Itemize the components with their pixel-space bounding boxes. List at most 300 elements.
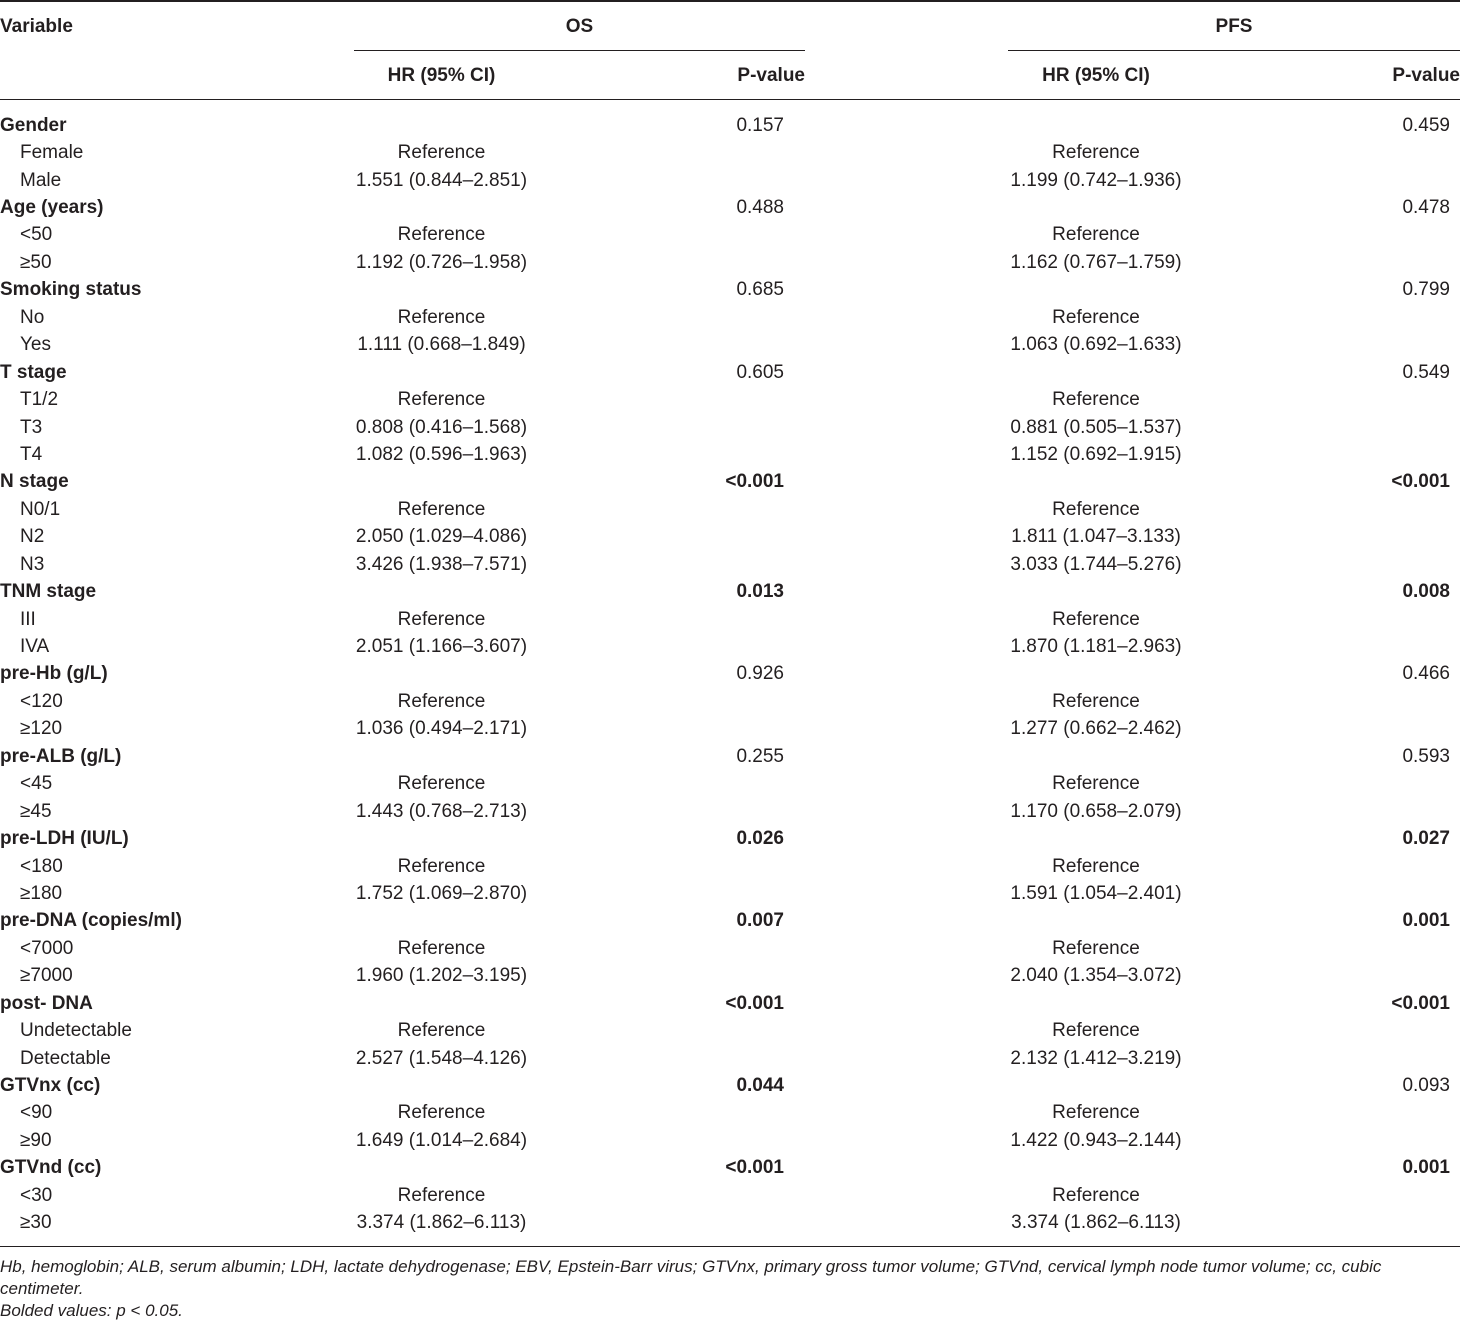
os-hr-cell <box>354 578 529 605</box>
table-row-variable <box>0 743 1460 770</box>
column-gap <box>794 771 1008 798</box>
row-label: pre-ALB (g/L) <box>0 745 122 767</box>
column-gap <box>794 194 1008 221</box>
os-pvalue-cell <box>529 441 794 468</box>
column-gap <box>794 1155 1008 1182</box>
pfs-hr-cell: 1.422 (0.943–2.144) <box>1010 1129 1182 1151</box>
column-gap <box>794 1210 1008 1237</box>
pfs-hr-cell: 1.170 (0.658–2.079) <box>1010 800 1182 822</box>
table-row-category <box>0 880 1460 907</box>
column-gap <box>794 743 1008 770</box>
os-pvalue-cell: 0.926 <box>736 663 784 685</box>
pfs-pvalue-cell <box>1184 139 1460 166</box>
os-pvalue-cell <box>529 414 794 441</box>
row-label: post- DNA <box>0 992 93 1014</box>
pfs-pvalue-cell: 0.799 <box>1402 279 1450 301</box>
table-row-variable <box>0 990 1460 1017</box>
os-pvalue-cell <box>529 386 794 413</box>
pfs-pvalue-cell <box>1184 249 1460 276</box>
os-hr-cell: 1.551 (0.844–2.851) <box>355 169 528 191</box>
row-label: III <box>20 608 36 630</box>
os-pvalue-cell: 0.007 <box>736 910 784 932</box>
os-hr-cell: Reference <box>397 690 486 712</box>
os-pvalue-cell <box>529 332 794 359</box>
row-label: <50 <box>20 224 53 246</box>
table-row-category <box>0 386 1460 413</box>
pfs-hr-cell: 1.199 (0.742–1.936) <box>1010 169 1182 191</box>
os-hr-cell: Reference <box>397 224 486 246</box>
column-gap <box>794 1017 1008 1044</box>
os-hr-cell <box>354 1155 529 1182</box>
column-gap <box>794 304 1008 331</box>
table-row-category <box>0 496 1460 523</box>
column-gap <box>794 1100 1008 1127</box>
column-gap <box>794 167 1008 194</box>
footnote-bold-note: Bolded values: p < 0.05. <box>0 1301 183 1320</box>
column-gap <box>794 963 1008 990</box>
column-gap <box>794 990 1008 1017</box>
column-gap <box>794 853 1008 880</box>
column-gap <box>794 277 1008 304</box>
os-pvalue-cell: 0.013 <box>736 581 784 603</box>
pfs-hr-cell: Reference <box>1052 306 1140 328</box>
pfs-pvalue-cell: 0.459 <box>1402 114 1450 136</box>
pfs-hr-cell <box>1008 990 1184 1017</box>
pfs-pvalue-cell: 0.001 <box>1402 910 1450 932</box>
row-label: <180 <box>20 855 63 877</box>
column-gap <box>794 414 1008 441</box>
row-label: pre-DNA (copies/ml) <box>0 910 182 932</box>
os-hr-cell: 1.111 (0.668–1.849) <box>357 334 526 356</box>
os-pvalue-cell: 0.605 <box>736 361 784 383</box>
row-label: IVA <box>20 636 50 658</box>
pfs-hr-cell: 1.063 (0.692–1.633) <box>1010 334 1182 356</box>
table-row-category <box>0 524 1460 551</box>
pfs-hr-cell <box>1008 359 1184 386</box>
row-label: <45 <box>20 773 53 795</box>
pfs-hr-cell: Reference <box>1052 224 1140 246</box>
pfs-pvalue-cell <box>1184 688 1460 715</box>
column-gap <box>794 222 1008 249</box>
table-row-category <box>0 222 1460 249</box>
os-hr-cell: Reference <box>397 389 486 411</box>
table-row-variable <box>0 661 1460 688</box>
pfs-hr-cell: 1.811 (1.047–3.133) <box>1011 526 1181 548</box>
os-hr-cell: Reference <box>397 608 486 630</box>
table-row-category <box>0 249 1460 276</box>
pfs-hr-cell: 1.162 (0.767–1.759) <box>1010 251 1182 273</box>
pfs-hr-cell: Reference <box>1052 1020 1140 1042</box>
table-row-category <box>0 606 1460 633</box>
pfs-pvalue-cell <box>1184 304 1460 331</box>
pfs-pvalue-cell <box>1184 880 1460 907</box>
os-pvalue-cell <box>529 496 794 523</box>
os-hr-cell <box>354 1072 529 1099</box>
pfs-hr-cell: 2.040 (1.354–3.072) <box>1010 965 1182 987</box>
pfs-pvalue-cell: 0.093 <box>1402 1075 1450 1097</box>
os-hr-cell <box>354 469 529 496</box>
row-label: GTVnx (cc) <box>0 1075 101 1097</box>
os-pvalue-cell <box>529 798 794 825</box>
pfs-hr-cell: 1.870 (1.181–2.963) <box>1010 636 1182 658</box>
row-label: Male <box>20 169 62 191</box>
os-pvalue-cell <box>529 249 794 276</box>
header-pfs-pvalue: P-value <box>1392 65 1460 86</box>
pfs-hr-cell <box>1008 469 1184 496</box>
results-table <box>0 112 1460 1237</box>
header-pfs-rule <box>1008 50 1460 51</box>
row-label: GTVnd (cc) <box>0 1157 102 1179</box>
os-hr-cell: 3.374 (1.862–6.113) <box>356 1212 527 1234</box>
table-row-variable <box>0 194 1460 221</box>
os-hr-cell <box>354 825 529 852</box>
os-pvalue-cell <box>529 1210 794 1237</box>
os-pvalue-cell <box>529 1100 794 1127</box>
pfs-hr-cell: Reference <box>1052 142 1140 164</box>
column-gap <box>794 469 1008 496</box>
os-hr-cell <box>354 743 529 770</box>
os-hr-cell: Reference <box>397 1020 486 1042</box>
table-row-category <box>0 304 1460 331</box>
os-hr-cell: 0.808 (0.416–1.568) <box>355 416 528 438</box>
column-gap <box>794 386 1008 413</box>
pfs-pvalue-cell: 0.593 <box>1402 745 1450 767</box>
table-row-category <box>0 1182 1460 1209</box>
pfs-hr-cell: Reference <box>1052 1184 1140 1206</box>
pfs-pvalue-cell: <0.001 <box>1391 471 1450 493</box>
pfs-pvalue-cell <box>1184 963 1460 990</box>
header-bottom-rule <box>0 99 1460 100</box>
pfs-hr-cell: 3.374 (1.862–6.113) <box>1011 1212 1181 1234</box>
row-label: ≥180 <box>20 882 63 904</box>
pfs-pvalue-cell <box>1184 1017 1460 1044</box>
table-row-category <box>0 716 1460 743</box>
os-pvalue-cell <box>529 880 794 907</box>
pfs-pvalue-cell <box>1184 524 1460 551</box>
pfs-pvalue-cell <box>1184 222 1460 249</box>
pfs-pvalue-cell <box>1184 935 1460 962</box>
column-gap <box>794 551 1008 578</box>
pfs-hr-cell: 0.881 (0.505–1.537) <box>1010 416 1182 438</box>
row-label: Female <box>20 142 84 164</box>
os-hr-cell: Reference <box>397 142 486 164</box>
os-pvalue-cell <box>529 771 794 798</box>
pfs-hr-cell: 1.591 (1.054–2.401) <box>1010 882 1182 904</box>
table-body <box>0 112 1460 1237</box>
pfs-hr-cell: 1.152 (0.692–1.915) <box>1010 443 1182 465</box>
pfs-pvalue-cell <box>1184 798 1460 825</box>
column-gap <box>794 633 1008 660</box>
row-label: ≥120 <box>20 718 63 740</box>
column-gap <box>794 798 1008 825</box>
column-gap <box>794 825 1008 852</box>
column-gap <box>794 908 1008 935</box>
os-pvalue-cell <box>529 139 794 166</box>
pfs-pvalue-cell: 0.466 <box>1402 663 1450 685</box>
pfs-hr-cell: 3.033 (1.744–5.276) <box>1010 553 1182 575</box>
table-row-variable <box>0 825 1460 852</box>
table-row-variable <box>0 112 1460 139</box>
table-row-category <box>0 688 1460 715</box>
row-label: N stage <box>0 471 69 493</box>
os-hr-cell <box>354 359 529 386</box>
table-row-variable <box>0 359 1460 386</box>
os-pvalue-cell: 0.157 <box>736 114 784 136</box>
pfs-pvalue-cell <box>1184 1182 1460 1209</box>
header-os-hr: HR (95% CI) <box>387 65 496 86</box>
os-hr-cell: Reference <box>397 773 486 795</box>
pfs-hr-cell: Reference <box>1052 773 1140 795</box>
pfs-hr-cell: Reference <box>1052 608 1140 630</box>
os-pvalue-cell <box>529 304 794 331</box>
row-label: ≥90 <box>20 1129 52 1151</box>
os-hr-cell: Reference <box>397 855 486 877</box>
header-os: OS <box>565 16 594 37</box>
row-label: N3 <box>20 553 45 575</box>
column-gap <box>794 249 1008 276</box>
header-os-pvalue: P-value <box>737 65 805 86</box>
pfs-hr-cell: 2.132 (1.412–3.219) <box>1010 1047 1182 1069</box>
column-gap <box>794 606 1008 633</box>
pfs-pvalue-cell: 0.027 <box>1402 828 1450 850</box>
row-label: Smoking status <box>0 279 142 301</box>
pfs-hr-cell: Reference <box>1052 855 1140 877</box>
pfs-pvalue-cell <box>1184 716 1460 743</box>
row-label: <30 <box>20 1184 53 1206</box>
table-row-category <box>0 167 1460 194</box>
pfs-pvalue-cell: <0.001 <box>1391 992 1450 1014</box>
pfs-hr-cell <box>1008 1072 1184 1099</box>
pfs-hr-cell: Reference <box>1052 389 1140 411</box>
column-gap <box>794 1045 1008 1072</box>
os-pvalue-cell <box>529 853 794 880</box>
row-label: T stage <box>0 361 67 383</box>
os-hr-cell: 1.752 (1.069–2.870) <box>355 882 528 904</box>
pfs-pvalue-cell <box>1184 551 1460 578</box>
row-label: <90 <box>20 1102 53 1124</box>
os-pvalue-cell <box>529 222 794 249</box>
pfs-pvalue-cell <box>1184 853 1460 880</box>
column-gap <box>794 441 1008 468</box>
os-hr-cell: Reference <box>397 306 486 328</box>
table-bottom-rule <box>0 1246 1460 1247</box>
column-gap <box>794 661 1008 688</box>
table-row-variable <box>0 578 1460 605</box>
os-pvalue-cell <box>529 167 794 194</box>
os-pvalue-cell <box>529 1182 794 1209</box>
column-gap <box>794 716 1008 743</box>
pfs-pvalue-cell <box>1184 414 1460 441</box>
column-gap <box>794 139 1008 166</box>
column-gap <box>794 935 1008 962</box>
os-hr-cell <box>354 277 529 304</box>
table-top-rule <box>0 0 1460 2</box>
os-hr-cell: 1.036 (0.494–2.171) <box>355 718 528 740</box>
os-hr-cell <box>354 908 529 935</box>
os-hr-cell: Reference <box>397 937 486 959</box>
os-hr-cell: Reference <box>397 1184 486 1206</box>
header-os-rule <box>354 50 805 51</box>
row-label: T4 <box>20 443 43 465</box>
row-label: ≥50 <box>20 251 52 273</box>
pfs-hr-cell <box>1008 578 1184 605</box>
table-row-variable <box>0 908 1460 935</box>
table-row-category <box>0 139 1460 166</box>
pfs-hr-cell <box>1008 194 1184 221</box>
pfs-pvalue-cell <box>1184 1100 1460 1127</box>
row-label: <120 <box>20 690 63 712</box>
os-pvalue-cell: 0.685 <box>736 279 784 301</box>
os-pvalue-cell: 0.044 <box>736 1075 784 1097</box>
os-pvalue-cell <box>529 716 794 743</box>
pfs-hr-cell <box>1008 112 1184 139</box>
column-gap <box>794 578 1008 605</box>
pfs-hr-cell <box>1008 825 1184 852</box>
table-row-category <box>0 441 1460 468</box>
table-row-category <box>0 633 1460 660</box>
column-gap <box>794 1127 1008 1154</box>
os-pvalue-cell: <0.001 <box>725 1157 784 1179</box>
column-gap <box>794 688 1008 715</box>
pfs-pvalue-cell <box>1184 633 1460 660</box>
pfs-hr-cell <box>1008 743 1184 770</box>
column-gap <box>794 112 1008 139</box>
row-label: ≥45 <box>20 800 52 822</box>
table-row-category <box>0 414 1460 441</box>
table-row-variable <box>0 1072 1460 1099</box>
row-label: ≥7000 <box>20 965 73 987</box>
os-hr-cell: 2.050 (1.029–4.086) <box>355 526 528 548</box>
row-label: N0/1 <box>20 498 61 520</box>
table-row-variable <box>0 469 1460 496</box>
row-label: pre-LDH (IU/L) <box>0 828 129 850</box>
pfs-pvalue-cell <box>1184 386 1460 413</box>
row-label: Undetectable <box>20 1020 132 1042</box>
row-label: T1/2 <box>20 389 59 411</box>
pfs-pvalue-cell <box>1184 167 1460 194</box>
table-row-category <box>0 1045 1460 1072</box>
row-label: ≥30 <box>20 1212 52 1234</box>
column-gap <box>794 880 1008 907</box>
row-label: N2 <box>20 526 45 548</box>
header-variable: Variable <box>0 16 73 37</box>
os-hr-cell: 3.426 (1.938–7.571) <box>355 553 528 575</box>
pfs-pvalue-cell <box>1184 1127 1460 1154</box>
pfs-pvalue-cell: 0.008 <box>1402 581 1450 603</box>
os-pvalue-cell: 0.255 <box>736 745 784 767</box>
table-row-category <box>0 963 1460 990</box>
pfs-pvalue-cell <box>1184 771 1460 798</box>
pfs-pvalue-cell: 0.478 <box>1402 197 1450 219</box>
os-hr-cell: 2.527 (1.548–4.126) <box>355 1047 528 1069</box>
os-pvalue-cell <box>529 524 794 551</box>
header-pfs: PFS <box>1215 16 1253 37</box>
pfs-hr-cell <box>1008 277 1184 304</box>
os-pvalue-cell <box>529 551 794 578</box>
table-row-category <box>0 1017 1460 1044</box>
table-row-category <box>0 798 1460 825</box>
pfs-hr-cell <box>1008 908 1184 935</box>
os-hr-cell: 2.051 (1.166–3.607) <box>355 636 528 658</box>
column-gap <box>794 1072 1008 1099</box>
os-hr-cell: Reference <box>397 1102 486 1124</box>
footnote-abbreviations: Hb, hemoglobin; ALB, serum albumin; LDH, lactate dehydrogenase; EBV, Epstein-Barr virus; GTVnx, primary gross tumor volume; GTVnd, cervical lymph node tumor volume; cc, cubic centimeter. <box>0 1257 1382 1298</box>
row-label: Detectable <box>20 1047 111 1069</box>
table-row-category <box>0 1210 1460 1237</box>
table-row-category <box>0 935 1460 962</box>
os-pvalue-cell <box>529 1045 794 1072</box>
os-pvalue-cell: 0.026 <box>736 828 784 850</box>
pfs-hr-cell: 1.277 (0.662–2.462) <box>1010 718 1182 740</box>
os-hr-cell <box>354 661 529 688</box>
row-label: No <box>20 306 45 328</box>
pfs-hr-cell <box>1008 661 1184 688</box>
os-pvalue-cell <box>529 963 794 990</box>
table-row-category <box>0 332 1460 359</box>
os-hr-cell <box>354 112 529 139</box>
os-pvalue-cell: 0.488 <box>736 197 784 219</box>
os-hr-cell <box>354 194 529 221</box>
os-pvalue-cell <box>529 1017 794 1044</box>
pfs-hr-cell: Reference <box>1052 1102 1140 1124</box>
os-pvalue-cell <box>529 688 794 715</box>
os-hr-cell: 1.082 (0.596–1.963) <box>355 443 528 465</box>
column-gap <box>794 332 1008 359</box>
table-footnote <box>0 1256 1460 1322</box>
table-row-category <box>0 853 1460 880</box>
row-label: pre-Hb (g/L) <box>0 663 108 685</box>
table-row-variable <box>0 1155 1460 1182</box>
pfs-pvalue-cell <box>1184 606 1460 633</box>
row-label: <7000 <box>20 937 74 959</box>
column-gap <box>794 1182 1008 1209</box>
os-hr-cell: 1.960 (1.202–3.195) <box>355 965 528 987</box>
os-pvalue-cell: <0.001 <box>725 992 784 1014</box>
column-gap <box>794 524 1008 551</box>
pfs-pvalue-cell <box>1184 441 1460 468</box>
row-label: T3 <box>20 416 43 438</box>
row-label: Gender <box>0 114 67 136</box>
os-pvalue-cell <box>529 633 794 660</box>
pfs-pvalue-cell <box>1184 496 1460 523</box>
pfs-hr-cell <box>1008 1155 1184 1182</box>
row-label: TNM stage <box>0 581 97 603</box>
os-hr-cell: 1.192 (0.726–1.958) <box>355 251 528 273</box>
table-row-category <box>0 551 1460 578</box>
pfs-pvalue-cell <box>1184 1210 1460 1237</box>
pfs-pvalue-cell: 0.549 <box>1402 361 1450 383</box>
os-pvalue-cell <box>529 606 794 633</box>
pfs-pvalue-cell: 0.001 <box>1402 1157 1450 1179</box>
os-hr-cell: Reference <box>397 498 486 520</box>
pfs-hr-cell: Reference <box>1052 498 1140 520</box>
table-row-category <box>0 771 1460 798</box>
os-pvalue-cell <box>529 1127 794 1154</box>
table-row-category <box>0 1100 1460 1127</box>
os-hr-cell <box>354 990 529 1017</box>
os-hr-cell: 1.443 (0.768–2.713) <box>355 800 528 822</box>
column-gap <box>794 496 1008 523</box>
os-pvalue-cell: <0.001 <box>725 471 784 493</box>
pfs-hr-cell: Reference <box>1052 690 1140 712</box>
table-row-category <box>0 1127 1460 1154</box>
header-pfs-hr: HR (95% CI) <box>1042 65 1150 86</box>
os-pvalue-cell <box>529 935 794 962</box>
table-row-variable <box>0 277 1460 304</box>
pfs-pvalue-cell <box>1184 1045 1460 1072</box>
row-label: Yes <box>20 334 51 356</box>
pfs-hr-cell: Reference <box>1052 937 1140 959</box>
